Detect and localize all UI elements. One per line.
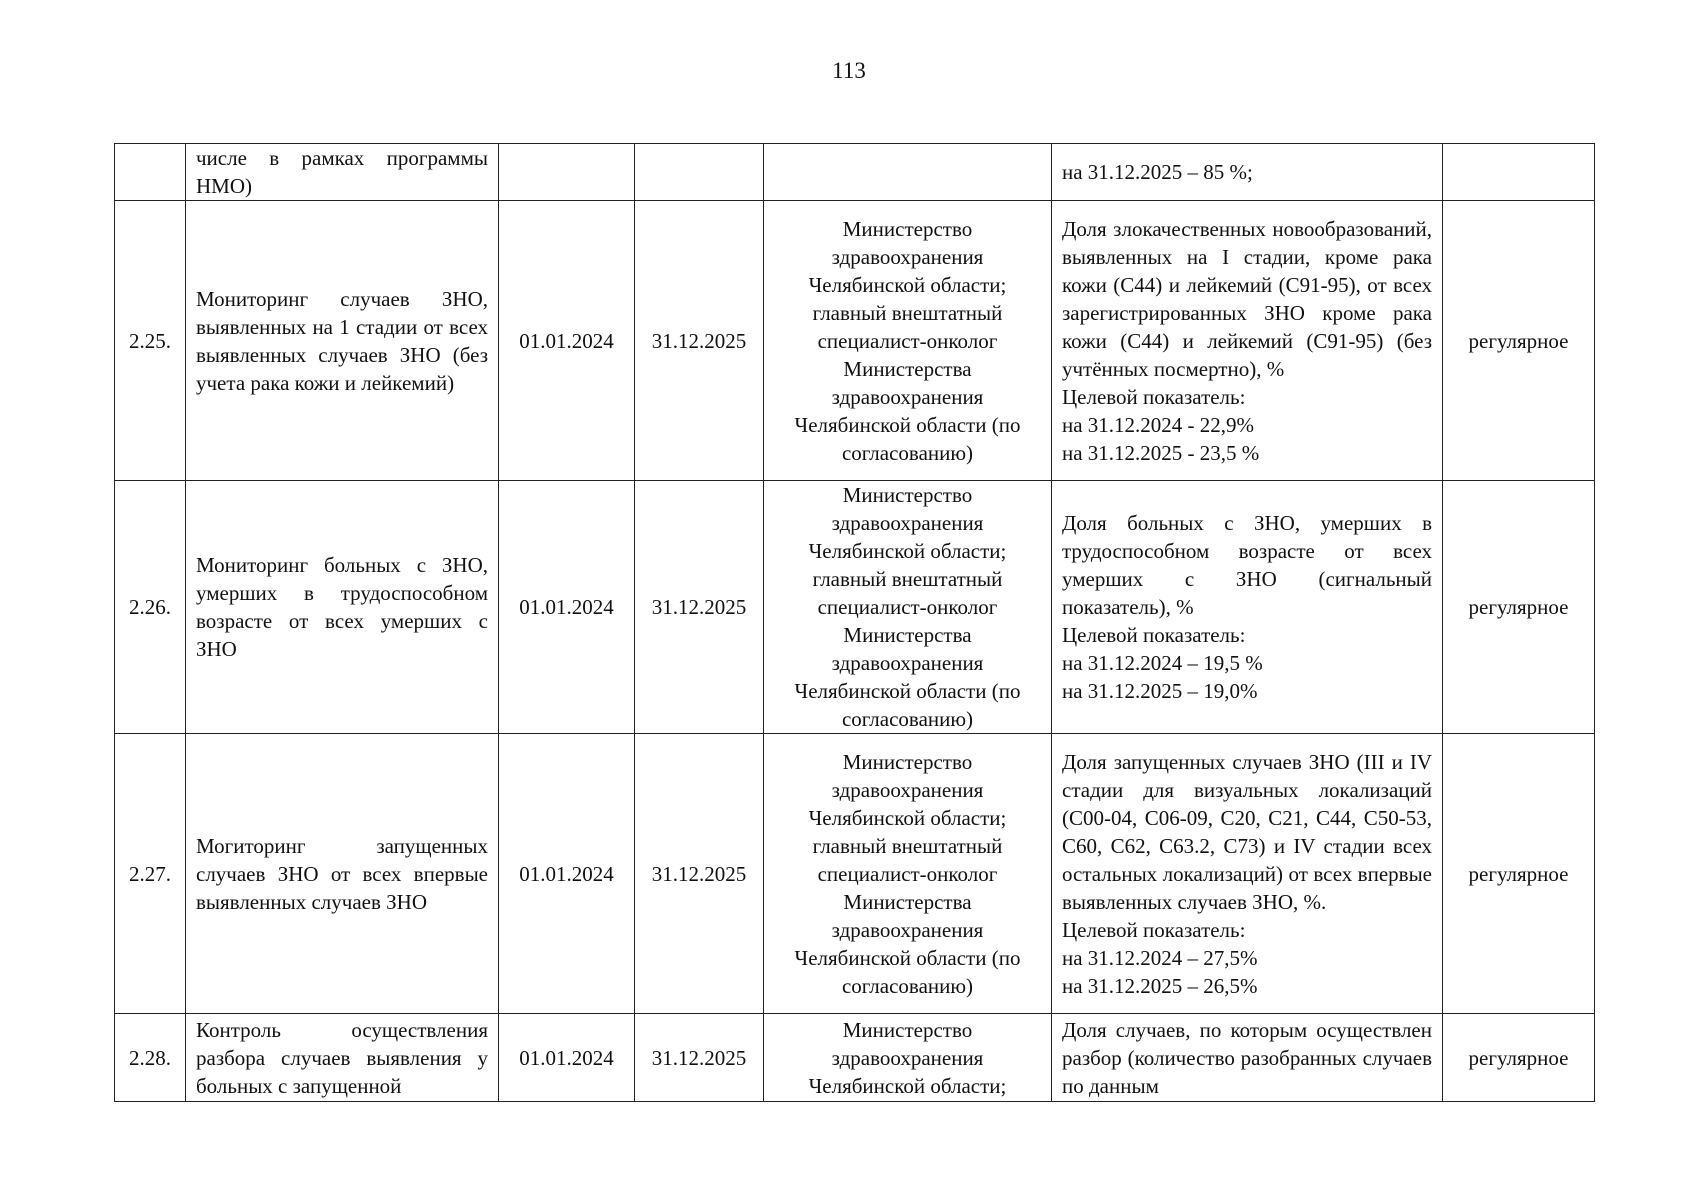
indicator-target-label: Целевой показатель: (1062, 917, 1246, 942)
indicator-cell (1052, 144, 1443, 201)
action-cell: Могиторинг запущенных случаев ЗНО от всех впервые выявленных случаев ЗНО (186, 734, 499, 1014)
indicator-target: на 31.12.2024 – 27,5% (1062, 945, 1258, 970)
table-row (115, 201, 1595, 481)
indicator-description: Доля больных с ЗНО, умерших в трудоспособном возрасте от всех умерших с ЗНО (сигнальный показатель), % (1062, 511, 1432, 619)
start-date-cell: 01.01.2024 (499, 1014, 635, 1102)
end-date-cell: 31.12.2025 (635, 1014, 764, 1102)
table-row (115, 1014, 1595, 1102)
row-number: 2.25. (115, 201, 186, 481)
responsible-cell: Министерство здравоохранения Челябинской области; главный внештатный специалист-онколог Министерства здравоохранения Челябинской области (по согласованию) (764, 734, 1052, 1014)
frequency-cell: регулярное (1443, 201, 1595, 481)
frequency-cell: регулярное (1443, 1014, 1595, 1102)
frequency-cell: регулярное (1443, 481, 1595, 734)
indicator-target-label: Целевой показатель: (1062, 384, 1246, 409)
action-plan-table (114, 143, 1595, 1102)
row-number (115, 144, 186, 201)
indicator-description: Доля запущенных случаев ЗНО (III и IV стадии для визуальных локализаций (С00-04, С06-09, С20, С21, С44, С50-53, С60, С62, С63.2, С73) и IV стадии всех остальных локализаций) от всех впервые выявленных случаев ЗНО, %. (1062, 749, 1432, 914)
action-cell: Мониторинг больных с ЗНО, умерших в трудоспособном возрасте от всех умерших с ЗНО (186, 481, 499, 734)
end-date-cell: 31.12.2025 (635, 734, 764, 1014)
indicator-description: Доля злокачественных новообразований, выявленных на I стадии, кроме рака кожи (С44) и лейкемий (С91-95), от всех зарегистрированных ЗНО кроме рака кожи (С44) и лейкемий (С91-95) (без учтённых посмертно), % (1062, 216, 1432, 381)
indicator-target-label: Целевой показатель: (1062, 623, 1246, 647)
indicator-target: на 31.12.2025 - 23,5 % (1062, 440, 1260, 465)
frequency-cell (1443, 144, 1595, 201)
page-number: 113 (832, 58, 866, 83)
indicator-description: Доля случаев, по которым осуществлен разбор (количество разобранных случаев по данным (1062, 1017, 1432, 1098)
indicator-target: на 31.12.2024 - 22,9% (1062, 412, 1255, 437)
action-cell: Мониторинг случаев ЗНО, выявленных на 1 стадии от всех выявленных случаев ЗНО (без учета рака кожи и лейкемий) (186, 201, 499, 481)
start-date-cell (499, 144, 635, 201)
start-date-cell: 01.01.2024 (499, 201, 635, 481)
table-row (115, 144, 1595, 201)
responsible-cell: Министерство здравоохранения Челябинской области; главный внештатный специалист-онколог Министерства здравоохранения Челябинской области (по согласованию) (764, 201, 1052, 481)
responsible-cell (764, 144, 1052, 201)
action-cell: числе в рамках программы НМО) (186, 144, 499, 201)
end-date-cell: 31.12.2025 (635, 201, 764, 481)
indicator-target: на 31.12.2025 – 19,0% (1062, 679, 1258, 703)
table-row (115, 734, 1595, 1014)
row-number: 2.28. (115, 1014, 186, 1102)
end-date-cell (635, 144, 764, 201)
indicator-cell (1052, 481, 1443, 734)
indicator-target: на 31.12.2024 – 19,5 % (1062, 651, 1263, 675)
responsible-cell: Министерство здравоохранения Челябинской области; (764, 1014, 1052, 1102)
action-cell: Контроль осуществления разбора случаев выявления у больных с запущенной (186, 1014, 499, 1102)
end-date-cell: 31.12.2025 (635, 481, 764, 734)
row-number: 2.26. (115, 481, 186, 734)
responsible-cell: Министерство здравоохранения Челябинской области; главный внештатный специалист-онколог Министерства здравоохранения Челябинской области (по согласованию) (764, 481, 1052, 734)
table-row (115, 481, 1595, 734)
indicator-cell (1052, 734, 1443, 1014)
start-date-cell: 01.01.2024 (499, 734, 635, 1014)
indicator-cell (1052, 1014, 1443, 1102)
indicator-target: на 31.12.2025 – 26,5% (1062, 973, 1258, 998)
start-date-cell: 01.01.2024 (499, 481, 635, 734)
frequency-cell: регулярное (1443, 734, 1595, 1014)
indicator-cell (1052, 201, 1443, 481)
indicator-target: на 31.12.2025 – 85 %; (1062, 160, 1253, 184)
row-number: 2.27. (115, 734, 186, 1014)
